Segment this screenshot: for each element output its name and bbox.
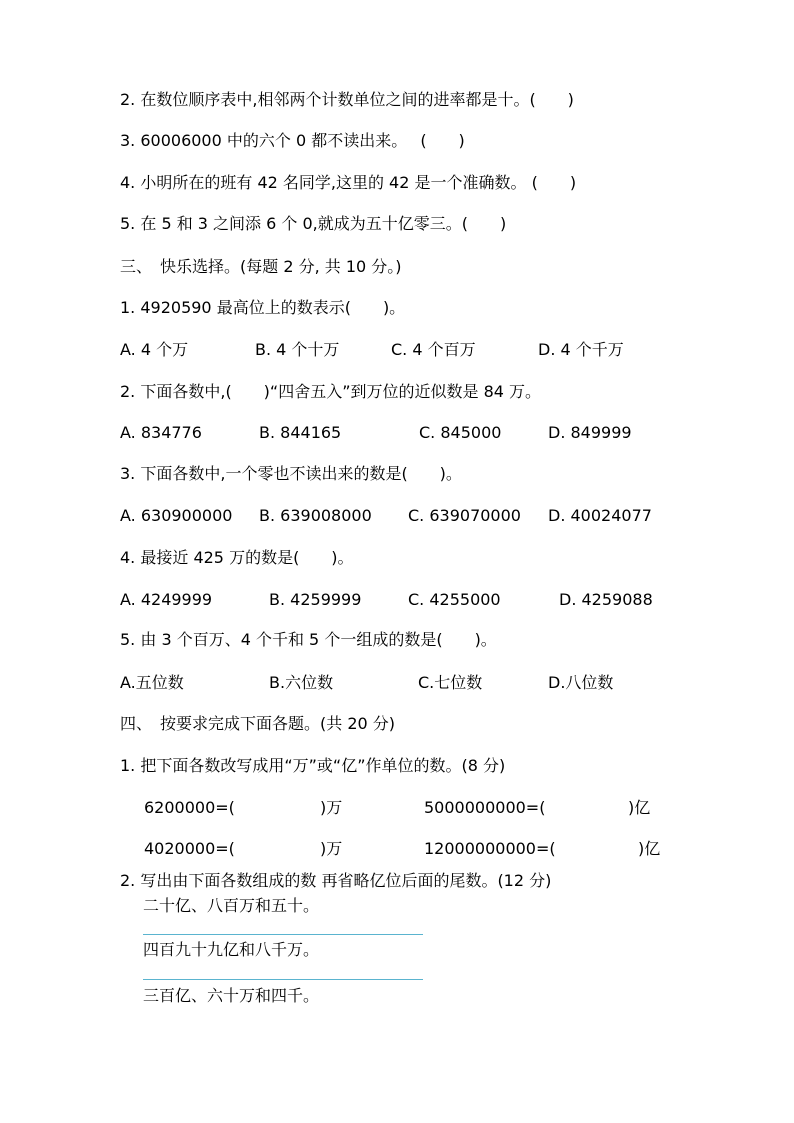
choice-question-5: 5. 由 3 个百万、4 个千和 5 个一组成的数是( )。 bbox=[120, 630, 497, 649]
rewrite-item-4-unit: )亿 bbox=[638, 839, 661, 858]
option-b: B.六位数 bbox=[269, 673, 334, 692]
section-3-heading: 三、 快乐选择。(每题 2 分, 共 10 分。) bbox=[120, 257, 402, 276]
choice-options-1 bbox=[120, 339, 720, 361]
option-a: A. 630900000 bbox=[120, 506, 233, 525]
option-d: D. 4 个千万 bbox=[538, 340, 624, 359]
choice-question-4: 4. 最接近 425 万的数是( )。 bbox=[120, 548, 354, 567]
rewrite-item-3-number: 4020000=( bbox=[144, 839, 235, 858]
option-b: B. 844165 bbox=[259, 423, 342, 442]
rewrite-item-1-unit: )万 bbox=[320, 798, 343, 817]
option-a: A.五位数 bbox=[120, 673, 184, 692]
rewrite-item-1-number: 6200000=( bbox=[144, 798, 235, 817]
choice-question-3: 3. 下面各数中,一个零也不读出来的数是( )。 bbox=[120, 464, 462, 483]
option-b: B. 4 个十万 bbox=[255, 340, 340, 359]
judge-question-4: 4. 小明所在的班有 42 名同学,这里的 42 是一个准确数。 ( ) bbox=[120, 173, 577, 192]
answer-line-1 bbox=[143, 934, 423, 935]
choice-options-2 bbox=[120, 422, 720, 444]
option-d: D.八位数 bbox=[548, 673, 614, 692]
section-4-heading: 四、 按要求完成下面各题。(共 20 分) bbox=[120, 714, 396, 733]
option-c: C. 845000 bbox=[419, 423, 502, 442]
compose-item-1: 二十亿、八百万和五十。 bbox=[143, 896, 320, 915]
option-a: A. 4249999 bbox=[120, 590, 213, 609]
option-a: A. 834776 bbox=[120, 423, 202, 442]
choice-options-5 bbox=[120, 672, 720, 694]
choice-question-2: 2. 下面各数中,( )“四舍五入”到万位的近似数是 84 万。 bbox=[120, 382, 542, 401]
compose-question: 2. 写出由下面各数组成的数 再省略亿位后面的尾数。(12 分) bbox=[120, 871, 552, 890]
option-a: A. 4 个万 bbox=[120, 340, 189, 359]
option-d: D. 40024077 bbox=[548, 506, 652, 525]
compose-item-2: 四百九十九亿和八千万。 bbox=[143, 940, 320, 959]
judge-question-3: 3. 60006000 中的六个 0 都不读出来。 ( ) bbox=[120, 131, 465, 150]
choice-options-4 bbox=[120, 589, 720, 611]
option-c: C.七位数 bbox=[418, 673, 483, 692]
rewrite-question: 1. 把下面各数改写成用“万”或“亿”作单位的数。(8 分) bbox=[120, 756, 506, 775]
rewrite-item-3-unit: )万 bbox=[320, 839, 343, 858]
option-d: D. 4259088 bbox=[559, 590, 653, 609]
judge-question-2: 2. 在数位顺序表中,相邻两个计数单位之间的进率都是十。( ) bbox=[120, 90, 574, 109]
option-b: B. 639008000 bbox=[259, 506, 372, 525]
option-c: C. 639070000 bbox=[408, 506, 521, 525]
option-b: B. 4259999 bbox=[269, 590, 362, 609]
judge-question-5: 5. 在 5 和 3 之间添 6 个 0,就成为五十亿零三。( ) bbox=[120, 214, 507, 233]
option-c: C. 4255000 bbox=[408, 590, 501, 609]
rewrite-item-2-number: 5000000000=( bbox=[424, 798, 546, 817]
compose-item-3: 三百亿、六十万和四千。 bbox=[143, 986, 320, 1005]
answer-line-2 bbox=[143, 979, 423, 980]
option-d: D. 849999 bbox=[548, 423, 632, 442]
rewrite-item-2-unit: )亿 bbox=[628, 798, 651, 817]
choice-options-3 bbox=[120, 505, 720, 527]
choice-question-1: 1. 4920590 最高位上的数表示( )。 bbox=[120, 298, 406, 317]
option-c: C. 4 个百万 bbox=[391, 340, 476, 359]
rewrite-item-4-number: 12000000000=( bbox=[424, 839, 556, 858]
